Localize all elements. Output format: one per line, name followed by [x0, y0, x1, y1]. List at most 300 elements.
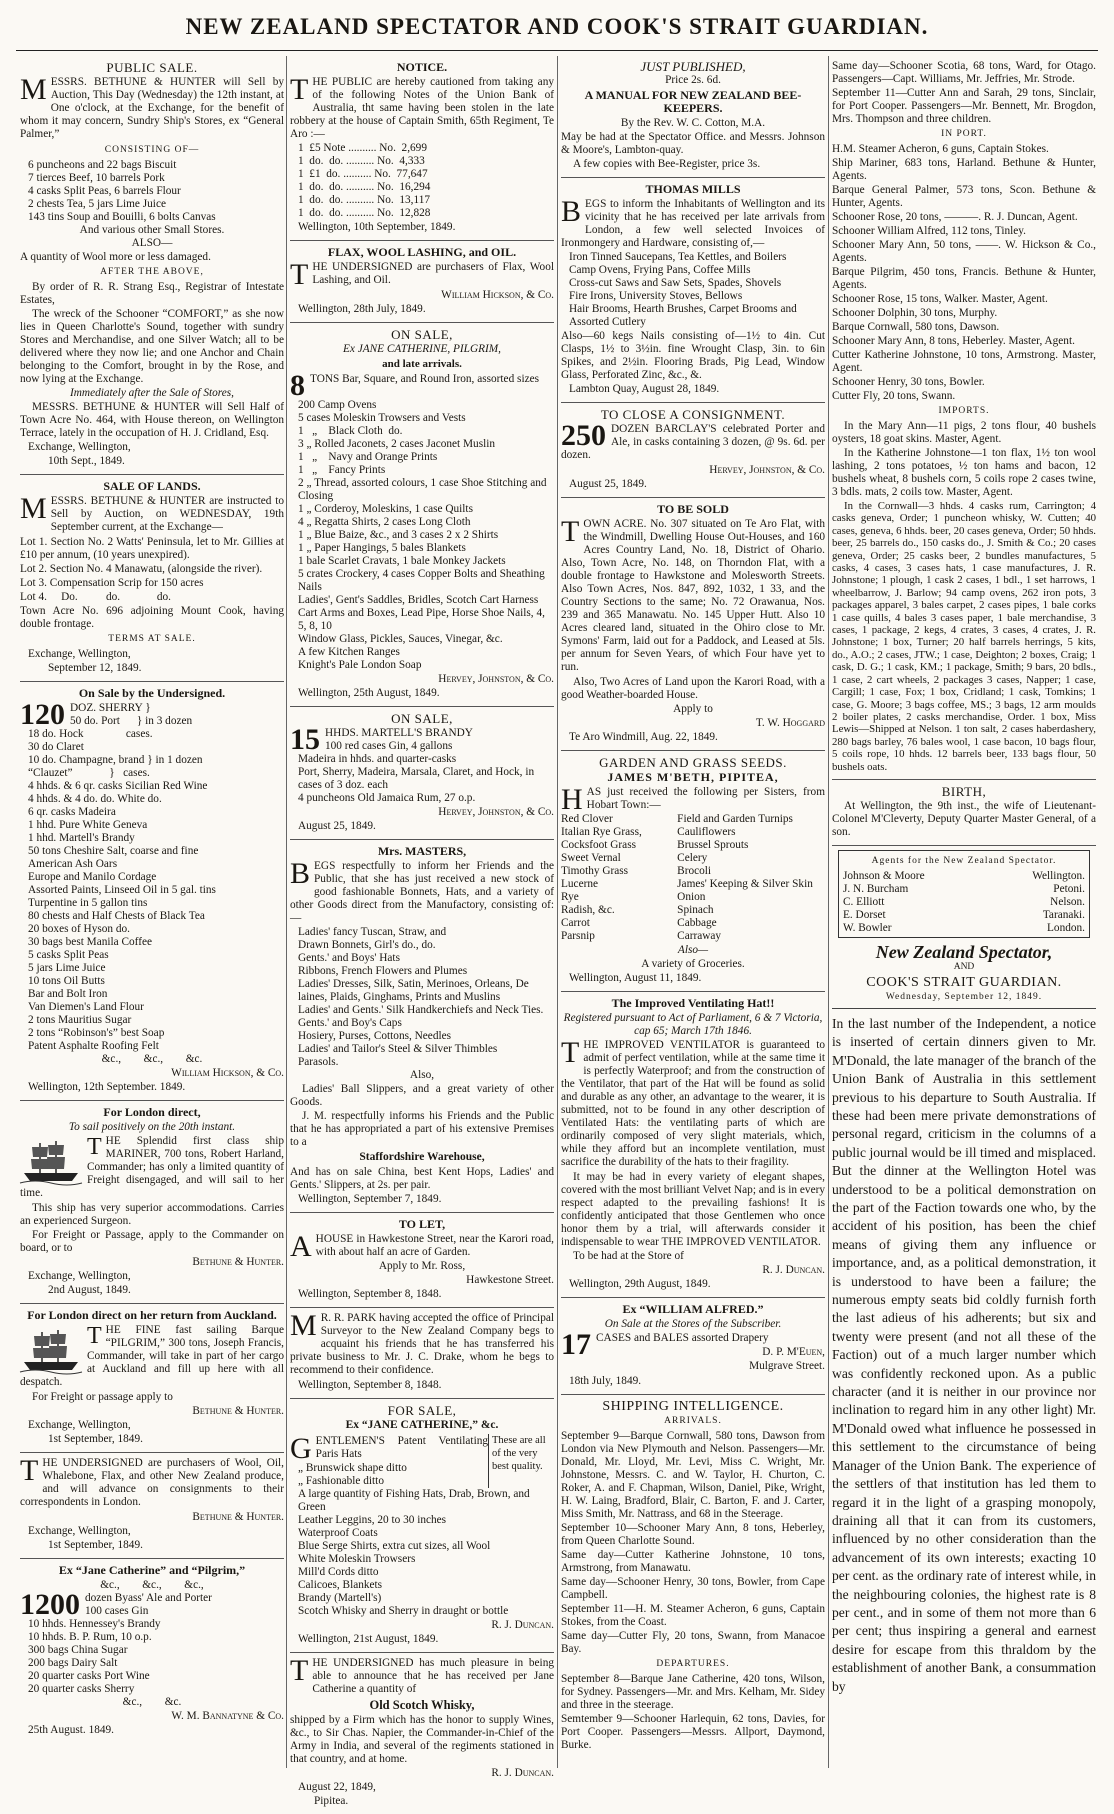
ad-signature: Hervey, Johnston, & Co. [438, 673, 554, 685]
ad-date: Wellington, September 7, 1849. [298, 1193, 442, 1205]
ad-text: May be had at the Spectator Office. and Messrs. Johnson & Moore's, Lambton-quay. [561, 131, 825, 156]
list-item: Carraway [677, 930, 722, 942]
ad-date: August 25, 1849. [298, 820, 376, 832]
list-item: Lot 1. Section No. 2 Watts' Peninsula, let to Mr. Gillies at £10 per annum, (10 years unexpired). [20, 536, 284, 561]
ad-on-sale-jane-catherine [290, 323, 554, 707]
ad-signature: Hervey, Johnston, & Co. [709, 464, 825, 476]
list-item: Same day—Schooner Henry, 30 tons, Bowler, from Cape Campbell. [561, 1576, 825, 1601]
ad-text: Price 2s. 6d. [665, 74, 721, 86]
section-title: SHIPPING INTELLIGENCE. [602, 1399, 784, 1414]
column-3 [561, 56, 825, 1768]
ad-signature: Bethune & Hunter. [192, 1511, 284, 1523]
ad-bracket-note: These are all of the very best quality. [488, 1434, 554, 1488]
list-item: 1 „ Navy and Orange Prints [298, 451, 438, 463]
list-item: A few Kitchen Ranges [298, 646, 400, 658]
list-item: 1 do. do. .......... No. 4,333 [298, 155, 425, 167]
column-rule [828, 56, 829, 1768]
list-item: 10 hhds. B. P. Rum, 10 o.p. [28, 1631, 152, 1643]
list-item: Ladies' fancy Tuscan, Straw, and [298, 926, 447, 938]
ad-ventilating-hat [561, 992, 825, 1298]
list-item: Assorted Paints, Linseed Oil in 5 gal. tins [28, 884, 216, 896]
big-number: 120 [20, 698, 65, 731]
list-item: Lot 2. Section No. 4 Manawatu, (alongside the river). [20, 563, 263, 575]
ad-text: By order of R. R. Strang Esq., Registrar of Intestate Estates, [20, 281, 284, 306]
list-item: 20 quarter casks Sherry [28, 1683, 135, 1695]
list-item: Same day—Cutter Fly, 20 tons, Swann, from Manacoe Bay. [561, 1630, 825, 1655]
ad-date: Wellington, September 8, 1848. [298, 1379, 442, 1391]
editorial-subtitle: COOK'S STRAIT GUARDIAN. [866, 974, 1062, 990]
list-item: Camp Ovens, Frying Pans, Coffee Mills [569, 264, 751, 276]
list-item: 143 tins Soup and Bouilli, 6 bolts Canvas [28, 211, 216, 223]
ad-public-sale [20, 56, 284, 475]
ad-body: CASES and BALES assorted Drapery [596, 1332, 769, 1344]
ad-body: HOUSE in Hawkestone Street, near the Karori road, with about half an acre of Garden. [315, 1233, 554, 1258]
list-item: 5 crates Crockery, 4 cases Copper Bolts and Sheathing Nails [298, 568, 545, 593]
ad-subhead: Immediately after the Sale of Stores, [70, 387, 234, 399]
list-item: 1 £1 do. .......... No. 77,647 [298, 168, 428, 180]
ad-date: Wellington, 25th August, 1849. [298, 687, 440, 699]
agent-place: Petoni. [1053, 882, 1085, 895]
list-item: Lucerne [561, 878, 599, 890]
ad-title: NOTICE. [396, 60, 448, 74]
section-subhead: DEPARTURES. [656, 1659, 730, 1669]
list-item: 300 bags China Sugar [28, 1644, 128, 1656]
ad-date: 18th July, 1849. [569, 1375, 642, 1387]
ad-undersigned-purchasers [20, 1453, 284, 1559]
list-item: 10 hhds. Hennessey's Brandy [28, 1618, 161, 1630]
ad-london-auckland [20, 1304, 284, 1453]
drop-cap: H [561, 783, 583, 816]
list-item: 1 hhd. Pure White Geneva [28, 819, 148, 831]
ad-signature: D. P. M'Euen, [762, 1346, 825, 1358]
list-item: Patent Asphalte Roofing Felt [28, 1040, 159, 1052]
list-item: 30 bags best Manila Coffee [28, 936, 153, 948]
ad-text: &c., &c., &c., [100, 1579, 204, 1591]
editorial-date: Wednesday, September 12, 1849. [832, 991, 1096, 1009]
editorial-masthead-and: AND [953, 961, 975, 972]
list-item: Schooner Rose, 15 tons, Walker. Master, Agent. [832, 293, 1048, 305]
list-item: Schooner Dolphin, 30 tons, Murphy. [832, 307, 998, 319]
agent-row [843, 896, 1085, 909]
list-item: Scotch Whisky and Sherry in draught or bottle [298, 1605, 509, 1617]
list-item: Cutter Fly, 20 tons, Swann. [832, 390, 956, 402]
list-item: Brocoli [677, 865, 712, 877]
list-item: Gents.' and Boys' Hats [298, 952, 400, 964]
list-item: Ladies' Dresses, Silk, Satin, Merinoes, Orleans, De laines, Plaids, Ginghams, Prints and Muslins [298, 978, 529, 1003]
ad-text: J. M. respectfully informs his Friends and the Public that he has appropriated a part of his extensive Premises to a [290, 1110, 554, 1148]
ad-subhead: TERMS AT SALE. [108, 634, 196, 644]
list-item: September 8—Barque Jane Catherine, 420 tons, Wilson, for Sydney. Passengers—Mr. and Mrs. Kelham, Mr. Sidey and three in the steerage. [561, 1673, 825, 1711]
drop-cap: G [290, 1432, 312, 1465]
agent-row [843, 883, 1085, 896]
list-item: 2 chests Tea, 5 jars Lime Juice [28, 198, 166, 210]
ad-signature: R. J. Duncan. [762, 1264, 825, 1276]
ship-icon [20, 1326, 82, 1374]
ad-text: By the Rev. W. C. Cotton, M.A. [620, 117, 766, 129]
birth-notice [832, 780, 1096, 846]
big-number: 1200 [20, 1588, 80, 1621]
agent-name: Johnson & Moore [843, 869, 925, 882]
agent-name: J. N. Burcham [843, 882, 909, 895]
list-item: 4 puncheons Old Jamaica Rum, 27 o.p. [298, 792, 476, 804]
drop-cap: T [87, 1323, 102, 1349]
list-item: Red Clover [561, 813, 613, 825]
ad-sale-of-lands [20, 475, 284, 682]
ad-date: Wellington, 29th August, 1849. [569, 1278, 711, 1290]
ad-date: Wellington, August 11, 1849. [569, 972, 702, 984]
list-item: Barque General Palmer, 573 tons, Scon. Bethune & Hunter, Agents. [832, 184, 1096, 209]
ad-text: And various other Small Stores. [79, 224, 225, 236]
ad-subhead: A MANUAL FOR NEW ZEALAND BEE-KEEPERS. [584, 88, 802, 115]
ad-text: For Freight or Passage, apply to the Commander on board, or to [20, 1229, 284, 1254]
ad-subhead: Ex JANE CATHERINE, PILGRIM, [342, 343, 502, 355]
section-subhead: IN PORT. [941, 129, 987, 139]
drop-cap: T [561, 1036, 580, 1069]
ad-title: On Sale by the Undersigned. [78, 686, 226, 700]
list-item: A large quantity of Fishing Hats, Drab, Brown, and Green [298, 1488, 530, 1513]
ad-date: Wellington, 10th September, 1849. [298, 221, 456, 233]
section-subhead: IMPORTS. [938, 406, 990, 416]
ad-subhead: AFTER THE ABOVE, [100, 267, 204, 277]
list-item: TONS Bar, Square, and Round Iron, assorted sizes [310, 373, 540, 385]
ad-to-let [290, 1213, 554, 1308]
ad-body: ESSRS. BETHUNE & HUNTER will Sell by Auction, This Day (Wednesday) the 12th instant, at One o'clock, at the Exchange, for the benefit of whom it may concern, Sundry Ship's Stores, ex “General Palmer,” [20, 76, 284, 140]
ad-title: For London direct, [103, 1105, 201, 1119]
big-number: 15 [290, 723, 320, 756]
list-item: Schooner William Alfred, 112 tons, Tinley. [832, 225, 1026, 237]
agent-name: E. Dorset [843, 908, 886, 921]
drop-cap: T [561, 515, 580, 548]
list-item: 2 tons Mauritius Sugar [28, 1014, 132, 1026]
ad-subhead: Registered pursuant to Act of Parliament, 6 & 7 Victoria, cap 65; March 17th 1846. [563, 1012, 823, 1037]
list-item: Lot 4. Do. do. do. [20, 591, 171, 603]
list-item: Ribbons, French Flowers and Plumes [298, 965, 468, 977]
ad-body: R. R. PARK having accepted the office of Principal Surveyor to the New Zealand Company begs to acquaint his friends that he has transferred his private business to Mr. J. C. Drake, whom he begs to recommend to their confidence. [290, 1312, 554, 1376]
list-item: 10 tons Oil Butts [28, 975, 105, 987]
list-item: September 11—Cutter Ann and Sarah, 29 tons, Sinclair, for Port Cooper. Passengers—Mr. Bennett, Mr. Brogdon, Mrs. Thompson and three children. [832, 87, 1096, 125]
list-item: 100 red cases Gin, 4 gallons [325, 740, 453, 752]
ad-subhead: CONSISTING OF— [104, 145, 200, 155]
list-item: 1 „ Corderoy, Moleskins, 1 case Quilts [298, 503, 473, 515]
ad-body: HE UNDERSIGNED are purchasers of Wool, Oil, Whalebone, Flax, and other New Zealand produce, and will advance on consignments to their correspondents in London. [20, 1457, 284, 1508]
ad-signature: William Hickson, & Co. [441, 289, 554, 301]
ad-title: FOR SALE, [387, 1403, 457, 1418]
list-item: Gents.' and Boy's Caps [298, 1017, 402, 1029]
list-item: Rye [561, 891, 579, 903]
list-item: Iron Tinned Saucepans, Tea Kettles, and Boilers [569, 251, 787, 263]
list-item: Calicoes, Blankets [298, 1579, 383, 1591]
ad-text: Ladies' Ball Slippers, and a great variety of other Goods. [290, 1083, 554, 1108]
ad-text: Apply to Mr. Ross, [378, 1260, 466, 1272]
list-item: Italian Rye Grass, [561, 826, 642, 838]
ad-date: Exchange, Wellington, [28, 1270, 131, 1282]
list-item: September 10—Schooner Mary Ann, 8 tons, Heberley, from Queen Charlotte Sound. [561, 1522, 825, 1547]
list-item: 4 „ Regatta Shirts, 2 cases Long Cloth [298, 516, 471, 528]
ad-title: JUST PUBLISHED, [640, 59, 746, 74]
list-item: DOZ. SHERRY } [70, 702, 151, 714]
ad-date: Lambton Quay, August 28, 1849. [569, 383, 720, 395]
drop-cap: M [20, 492, 47, 525]
ad-title: ON SALE, [391, 327, 453, 342]
ad-date: August 25, 1849. [569, 478, 647, 490]
ad-date: Wellington, September 8, 1848. [298, 1288, 442, 1300]
list-item: Parasols. [298, 1056, 339, 1068]
ad-text: And has on sale China, best Kent Hops, Ladies' and Gents.' Slippers, at 2s. per pair. [290, 1166, 554, 1191]
ad-text: ALSO— [131, 237, 173, 249]
column-1 [20, 56, 284, 1768]
list-item: 4 casks Split Peas, 6 barrels Flour [28, 185, 181, 197]
list-item: Blue Serge Shirts, extra cut sizes, all Wool [298, 1540, 491, 1552]
ad-text: shipped by a Firm which has the honor to supply Wines, &c., to Sir Chas. Napier, the Commander-in-Chief of the Army in India, and several of the regiments stationed in that country, and at home. [290, 1714, 554, 1765]
list-item: Brandy (Martell's) [298, 1592, 382, 1604]
ad-date: 10th Sept., 1849. [48, 455, 125, 467]
ad-text: MESSRS. BETHUNE & HUNTER will Sell Half of Town Acre No. 464, with House thereon, on Wellington Terrace, lately in the occupation of H. J. Cridland, Esq. [20, 401, 284, 439]
list-item: Van Diemen's Land Flour [28, 1001, 144, 1013]
shipping-continued [832, 56, 1096, 780]
ad-text: Also— [677, 944, 709, 956]
masthead-rule [16, 50, 1098, 51]
ad-title: TO BE SOLD [657, 502, 729, 516]
agents-box [838, 850, 1090, 938]
ad-date: 1st September, 1849. [48, 1433, 143, 1445]
list-item: H.M. Steamer Acheron, 6 guns, Captain Stokes. [832, 143, 1049, 155]
list-item: 30 do Claret [28, 741, 84, 753]
ad-subhead: and late arrivals. [382, 358, 462, 370]
list-item: Window Glass, Pickles, Sauces, Vinegar, &c. [298, 633, 503, 645]
ad-date: 2nd August, 1849. [48, 1284, 131, 1296]
big-number: 17 [561, 1328, 591, 1361]
ad-title: Ex “Jane Catherine” and “Pilgrim,” [58, 1563, 246, 1577]
agents-title: Agents for the New Zealand Spectator. [871, 855, 1057, 866]
ad-signature: R. J. Duncan. [491, 1619, 554, 1631]
list-item: Cutter Katherine Johnstone, 10 tons, Armstrong. Master, Agent. [832, 349, 1096, 374]
ad-text: Also, [409, 1069, 435, 1081]
ad-body: HE FINE fast sailing Barque “PILGRIM,” 300 tons, Joseph Francis, Commander, will take in part of her cargo at Auckland and fill up here with all despatch. [20, 1324, 284, 1388]
list-item: 1 do. do. .......... No. 16,294 [298, 181, 431, 193]
section-title: BIRTH, [941, 783, 987, 799]
list-item: Timothy Grass [561, 865, 629, 877]
list-item: Barque Cornwall, 580 tons, Dawson. [832, 321, 1000, 333]
ad-subhead: JAMES M'BETH, PIPITEA, [607, 770, 779, 784]
list-item: 1 do. do. .......... No. 12,828 [298, 207, 431, 219]
ad-title: ON SALE, [391, 711, 453, 726]
agent-row [843, 922, 1085, 935]
ad-body: AS just received the following per Sisters, from Hobart Town:— [586, 786, 825, 811]
ad-park-surveyor [290, 1308, 554, 1399]
editorial-masthead: New Zealand Spectator, [875, 941, 1053, 962]
ad-body: EGS respectfully to inform her Friends and the Public, that she has just received a new stock of good fashionable Bonnets, Hats, and a variety of other Goods direct from the Manufactory, consisting of:— [290, 860, 554, 924]
list-item: Schooner Rose, 20 tons, ———. R. J. Duncan, Agent. [832, 211, 1078, 223]
list-item: Same day—Cutter Katherine Johnstone, 10 tons, Armstrong, from Manawatu. [561, 1549, 825, 1574]
list-item: dozen Byass' Ale and Porter [85, 1592, 212, 1604]
list-item: Schooner Mary Ann, 50 tons, ——. W. Hickson & Co., Agents. [832, 239, 1096, 264]
ad-just-published [561, 56, 825, 178]
ad-body: HE UNDERSIGNED are purchasers of Flax, Wool Lashing, and Oil. [312, 261, 554, 286]
list-item: 200 bags Dairy Salt [28, 1657, 118, 1669]
ad-for-sale-hats [290, 1399, 554, 1653]
column-rule [557, 56, 558, 1768]
ad-title: The Improved Ventilating Hat!! [611, 996, 775, 1010]
ad-body: HE UNDERSIGNED has much pleasure in being able to announce that he has received per Jane Catherine a quantity of [312, 1657, 554, 1695]
list-item: “Clauzet” } cases. [28, 767, 150, 779]
ad-text: Also, Two Acres of Land upon the Karori Road, with a good Weather-boarded House. [561, 676, 825, 701]
drop-cap: T [87, 1134, 102, 1160]
list-item: 5 jars Lime Juice [28, 962, 106, 974]
list-item: Port, Sherry, Madeira, Marsala, Claret, and Hock, in cases of 3 doz. each [298, 766, 535, 791]
list-item: Ship Mariner, 683 tons, Harland. Bethune & Hunter, Agents. [832, 157, 1096, 182]
list-item: Leather Leggins, 20 to 30 inches [298, 1514, 447, 1526]
list-item: Semtember 9—Schooner Harlequin, 62 tons, Davies, for Port Cooper. Passengers—Messrs. Allport, Daymond, Burke. [561, 1713, 825, 1751]
list-item: Celery [677, 852, 708, 864]
ad-london-direct [20, 1101, 284, 1304]
list-item: Cart Arms and Boxes, Lead Pipe, Horse Shoe Nails, 4, 5, 8, 10 [298, 607, 545, 632]
list-item: 4 hhds. & 4 do. do. White do. [28, 793, 162, 805]
column-2 [290, 56, 554, 1807]
ad-signature: W. M. Bannatyne & Co. [171, 1710, 284, 1722]
list-item: White Moleskin Trowsers [298, 1553, 416, 1565]
ad-date: Pipitea. [314, 1795, 349, 1807]
ad-date: Exchange, Wellington, [28, 1525, 131, 1537]
ad-title: FLAX, WOOL LASHING, and OIL. [327, 245, 517, 259]
list-item: Sweet Vernal [561, 852, 621, 864]
list-item: 1 bale Scarlet Cravats, 1 bale Monkey Jackets [298, 555, 506, 567]
agent-name: C. Elliott [843, 895, 885, 908]
list-item: 50 do. Port } in 3 dozen [70, 715, 193, 727]
ad-notice [290, 56, 554, 241]
ad-flax-wool [290, 241, 554, 323]
ad-subhead: To sail positively on the 20th instant. [68, 1121, 236, 1133]
ship-icon [20, 1137, 82, 1185]
editorial-text: In the last number of the Independent, a notice is inserted of certain dinners given to Mr. M'Donald, the late manager of the branch of the Union Bank of Australia in this settlement previous to his departure to South Australia. If these had been mere private demonstrations of personal regard, criticism in the columns of a public journal would be ill timed and misplaced. But the dinner at the Wellington Hotel was understood to be a political demonstration on the part of the Faction towards one who, by the accident of his position, has been the chief means of giving them any influence or importance, and, as a political demonstration, it is understood to have been a failure; the numerous empty seats bid coldly furnish forth the last adieus of his adherents; but six and twenty were present (and not all these of the Faction) out of a much larger number which was confidently reckoned upon. As a public character (and it is neither in our province nor inclination to regard him in any other light) Mr. M'Donald owed what influence he possessed in this settlement to the circumstance of being Manager of the Union Bank. The experience of the settlers of that institution has led them to regard it in the light of a grasping monopoly, draining all that it can from its customers, influenced by no other consideration than the advancement of its own interests; exacting 10 per cent. as the ordinary rate of interest while, in the neighbouring colonies, the highest rate is 8 per cent., and in some of them not more than 6 per cent; thus inspiring a general and earnest desire for escape from this thraldom by the establishment of another Bank, a consummation by [832, 1015, 1096, 1694]
ad-subhead: On Sale at the Stores of the Subscriber. [604, 1318, 782, 1330]
list-item: 50 tons Cheshire Salt, coarse and fine [28, 845, 199, 857]
ad-ex-jane-catherine [20, 1559, 284, 1743]
list-item: Fire Irons, University Stoves, Bellows [569, 290, 743, 302]
ad-date: Exchange, Wellington, [28, 1419, 131, 1431]
list-item: Carrot [561, 917, 590, 929]
list-item: September 9—Barque Cornwall, 580 tons, Dawson from London via New Plymouth and Nelson. Passengers—Mr. Donald, Mr. Lloyd, Mr. Levi, Miss C. Wright, Mr. Johnstone, Messrs. C. and W. Taylor, H. Churton, C. Roker, A. and F. Chapman, Wilson, Daniel, Pike, Wright, H. W. Laing, Bradford, Blair, C. Barton, F. and J. Carter, Miss Smith, Mr. Nattrass, and 68 in the Steerage. [561, 1430, 825, 1520]
list-item: Cabbage [677, 917, 717, 929]
list-item: In the Mary Ann—11 pigs, 2 tons flour, 40 bushels oysters, 18 goat skins. Master, Agent. [832, 420, 1096, 445]
ad-old-scotch-whisky [290, 1653, 554, 1814]
list-item: Waterproof Coats [298, 1527, 378, 1539]
ad-text: &c., &c., &c. [101, 1053, 203, 1065]
list-item: 20 quarter casks Port Wine [28, 1670, 150, 1682]
agent-place: London. [1047, 921, 1085, 934]
ad-body: EGS to inform the Inhabitants of Wellington and its vicinity that he has received per late arrivals from London, a few well selected Invoices of Ironmongery and Hardware, consisting of,— [561, 198, 825, 249]
list-item: 1 „ Fancy Prints [298, 464, 386, 476]
ad-signature: Bethune & Hunter. [192, 1256, 284, 1268]
list-item: Cocksfoot Grass [561, 839, 636, 851]
ad-text: For Freight or passage apply to [32, 1391, 173, 1403]
list-item: Brussel Sprouts [677, 839, 749, 851]
list-item: 1 „ Paper Hangings, 5 bales Blankets [298, 542, 466, 554]
list-item: Hair Brooms, Hearth Brushes, Carpet Brooms and Assorted Cutlery [569, 303, 797, 328]
list-item: 1 „ Blue Baize, &c., and 3 cases 2 x 2 Shirts [298, 529, 499, 541]
big-number: 8 [290, 369, 305, 402]
list-item: Field and Garden Turnips [677, 813, 793, 825]
ad-subhead: Ex “JANE CATHERINE,” &c. [345, 1419, 499, 1431]
ad-text: Hawkestone Street. [466, 1274, 554, 1286]
ad-title: TO LET, [398, 1217, 446, 1231]
ad-signature: William Hickson, & Co. [171, 1067, 284, 1079]
ad-text: This ship has very superior accommodations. Carries an experienced Surgeon. [20, 1202, 284, 1227]
ad-date: August 22, 1849, [298, 1781, 376, 1793]
list-item: 100 cases Gin [85, 1605, 149, 1617]
list-item: 2 „ Thread, assorted colours, 1 case Shoe Stitching and Closing [298, 477, 547, 502]
ad-date: September 12, 1849. [48, 662, 142, 674]
ad-text: It may be had in every variety of elegant shapes, covered with the most brilliant Velvet Nap; and is in every respect adapted to the prevailing fashions! It is confidently anticipated that those Gentlemen who once honor them by a trial, will afterwards consider it indispensable to wear THE IMPROVED VENTILATOR. [561, 1171, 825, 1248]
ad-date: 25th August. 1849. [28, 1724, 114, 1736]
agent-row [843, 870, 1085, 883]
ad-text: The wreck of the Schooner “COMFORT,” as she now lies in Queen Charlotte's Sound, together with sundry Stores and Merchandise, and one Silver Watch; all to be delivered where they now lie; and one Anchor and Chain belonging to the Comfort, brought in by the Rose, and now lying at the Exchange. [20, 308, 284, 385]
ad-text: A quantity of Wool more or less damaged. [20, 251, 211, 263]
list-item: 18 do. Hock cases. [28, 728, 153, 740]
list-item: Lot 3. Compensation Scrip for 150 acres [20, 577, 204, 589]
agent-place: Nelson. [1050, 895, 1085, 908]
masthead-title: NEW ZEALAND SPECTATOR AND COOK'S STRAIT GUARDIAN. [185, 14, 929, 39]
list-item: Town Acre No. 696 adjoining Mount Cook, having double frontage. [20, 605, 284, 630]
drop-cap: B [561, 195, 582, 228]
ad-body: HE IMPROVED VENTILATOR is guaranteed to admit of perfect ventilation, while at the same time it is perfectly Waterproof; and from the construction of the Ventilator, that part of the Hat will be found as solid and durable as any other, an advantage to the wearer, it is submitted, not to be found in any other description of Ventilated Hats: the ventilating parts of which are ordinarily composed of very slight materials, which, while they afford but an incomplete ventilation, must sacrifice the durability of the hats to their fragility. [561, 1039, 825, 1168]
ad-title: Mrs. MASTERS, [377, 844, 467, 858]
list-item: Mill'd Cords ditto [298, 1566, 379, 1578]
notice-text: At Wellington, the 9th inst., the wife of Lieutenant-Colonel M'Cleverty, Deputy Quarter Master General, of a son. [832, 799, 1096, 838]
drop-cap: M [20, 73, 47, 106]
list-item: Hosiery, Purses, Cottons, Needles [298, 1030, 452, 1042]
list-item: Barque Pilgrim, 450 tons, Francis. Bethune & Hunter, Agents. [832, 266, 1096, 291]
list-item: 4 hhds. & 6 qr. casks Sicilian Red Wine [28, 780, 208, 792]
ad-signature: Hervey, Johnston, & Co. [438, 806, 554, 818]
column-rule [286, 56, 287, 1768]
list-item: Europe and Manilo Cordage [28, 871, 157, 883]
list-item: Ladies', Gent's Saddles, Bridles, Scotch Cart Harness [298, 594, 539, 606]
list-item: 6 qr. casks Madeira [28, 806, 116, 818]
ad-title: THOMAS MILLS [645, 182, 741, 196]
ad-title: GARDEN AND GRASS SEEDS. [599, 755, 787, 770]
list-item: Radish, &c. [561, 904, 615, 916]
list-item: 20 boxes of Hyson do. [28, 923, 130, 935]
ad-date: Exchange, Wellington, [28, 648, 131, 660]
ad-date: Wellington, 21st August, 1849. [298, 1633, 439, 1645]
list-item: In the Cornwall—3 hhds. 4 casks rum, Carrington; 4 casks geneva, Order; 1 puncheon whisky, W. Cutten; 40 cases, geneva, 6 hhds. beer, 20 cases geneva, Order; 50 hhds. beer, 25 barrels do., 150 casks do., J. Smith & Co.; 20 cases geneva, Order; 25 casks beer, 2 bundles manufactures, 5 casks, 4 cases, 3 cases hats, 1 case manufactures, J. R. Johnstone; 1 plough, 1 cask 2 cases, 1 bdl., 1 set harrows, 1 wheelbarrow, J. Barlow; 94 camp ovens, 262 iron pots, 3 packages apparel, 3 bales carpet, 2 cases pipes, 1 bale corks 1 case quills, 4 bales 3 cases paper, 1 bale merchandise, 3 cases, 1 package, 2 kegs, 4 crates, 3 cases, 4 crates, J. R. Johnstone; 1 box, Turner; 20 half barrels herrings, 5 kits, do., A.O.; 2 cases, JTW.; 1 case, Deighton; 2 boxes, Craig; 1 cask, D. G.; 1 cask, KM.; 1 package, Smith; 9 bars, 20 bdls., 1 case, 2 cart wheels, 2 packages 3 cases, Napper; 1 case, Cargill; 1 case, Fox; 1 box, Cridland; 1 cask, Tomkins; 1 case, G. Moore; 3 bags coffee, MS.; 3 bags, 12 arm moulds 2 boiler plates, 2 casks merchandise, Order. 1 box, Miss Lewis—Shipped at Nelson. 1 ton salt, 2 cases haberdashery, 280 bags barley, 76 bales wool, 1 case bacon, 10 bags flour, 5 coils rope, 10 hhds. 12 barrels beer, 133 bags flour, 50 bushels oats. [832, 500, 1097, 773]
list-item: Turpentine in 5 gallon tins [28, 897, 148, 909]
ad-william-alfred [561, 1298, 825, 1395]
list-item: ENTLEMEN'S Patent Ventilating Paris Hats [315, 1435, 488, 1460]
ad-signature: T. W. Hoggard [755, 717, 825, 729]
agent-row [843, 909, 1085, 922]
list-item: Cross-cut Saws and Saw Sets, Spades, Shovels [569, 277, 782, 289]
ad-text: A variety of Groceries. [641, 958, 745, 970]
ad-title: PUBLIC SALE. [106, 60, 198, 75]
ad-signature: R. J. Duncan. [491, 1767, 554, 1779]
list-item: Spinach [677, 904, 714, 916]
ad-body: HE Splendid first class ship MARINER, 700 tons, Robert Harland, Commander; has only a limited quantity of Freight disengaged, and will sail to her time. [20, 1135, 284, 1199]
ad-on-sale-brandy [290, 707, 554, 840]
ad-on-sale-undersigned [20, 682, 284, 1101]
drop-cap: T [20, 1454, 39, 1487]
ad-body: OWN ACRE. No. 307 situated on Te Aro Flat, with the Windmill, Dwelling House Out-Houses, and 160 Acres Country Land, No. 18, District of Ohario. Also, Town Acre, No. 148, on Thorndon Flat, with a double frontage to Hawkstone and Molesworth Streets. Also Town Acres, Nos. 847, 892, 1032, 1 33, and the Country Sections to the same; No. 72 Orawanua, Nos. 239 and 365 Manawatu. No. 145 Upper Hutt. Also 10 Acres cleared land, situated in the Ohiro close to Mr. Symons' Farm, laid out for a Paddock, and Leased at 5ls. per annum for Seven Years, of which Four have yet to run. [561, 518, 825, 673]
list-item: 10 do. Champagne, brand } in 1 dozen [28, 754, 203, 766]
drop-cap: A [290, 1230, 312, 1263]
ad-date: Te Aro Windmill, Aug. 22, 1849. [569, 731, 718, 743]
ad-text: &c., &c. [122, 1696, 182, 1708]
agent-name: W. Bowler [843, 921, 892, 934]
list-item: 5 cases Moleskin Trowsers and Vests [298, 412, 466, 424]
ad-title: TO CLOSE A CONSIGNMENT. [600, 407, 786, 422]
ad-body: ESSRS. BETHUNE & HUNTER are instructed to Sell by Auction, on WEDNESDAY, 19th September current, at the Exchange— [50, 495, 284, 533]
list-item: 80 chests and Half Chests of Black Tea [28, 910, 205, 922]
